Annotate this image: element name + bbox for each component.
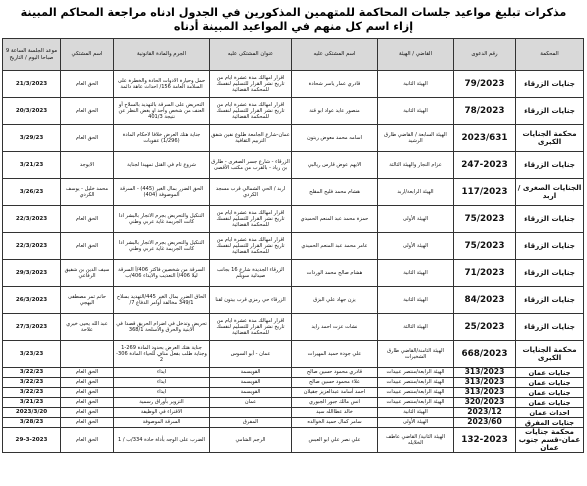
table-cell-judge: الهيئة الثالثة [378, 314, 454, 341]
table-cell-case-no: 2023/631 [454, 125, 516, 152]
table-cell-case-no: 78/2023 [454, 98, 516, 125]
table-row [3, 378, 584, 388]
table-row [3, 408, 584, 418]
table-cell-court: محكمة الجنايات الكبرى [516, 125, 584, 152]
table-row [3, 428, 584, 453]
table-row [3, 314, 584, 341]
table-cell-complainant: الحق العام [61, 428, 114, 453]
table-row [3, 260, 584, 287]
table-cell-defendant: قادري عمار ياسر شحادة [292, 71, 378, 98]
table-cell-address: القويسمة [210, 388, 292, 398]
table-cell-charge: السرقة الموصوفة [114, 418, 210, 428]
table-cell-defendant: احمد أسامة عبدالعزيز جقيلان [292, 388, 378, 398]
table-cell-date: 3/22/23 [3, 388, 61, 398]
table-cell-defendant: علي نصر علي ابو العبس [292, 428, 378, 453]
table-cell-date: 22/3/2023 [3, 233, 61, 260]
table-cell-complainant: محمد خليل - يوسف الكردي [61, 179, 114, 206]
table-cell-charge: الاقتراء في الوظيفة [114, 408, 210, 418]
table-cell-complainant: الحق العام [61, 398, 114, 408]
table-row [3, 341, 584, 368]
table-cell-charge: الحق الضرر بمال الغير (445) - السرقة الموصوفة (404) [114, 179, 210, 206]
table-body [3, 71, 584, 453]
table-row [3, 98, 584, 125]
table-cell-complainant [61, 341, 114, 368]
table-row [3, 398, 584, 408]
table-cell-date: 29-3-2023 [3, 428, 61, 453]
table-cell-complainant: الحق العام [61, 368, 114, 378]
table-cell-judge: الهيئة الأولى [378, 418, 454, 428]
table-cell-defendant: نشات عزت احمد زايد [292, 314, 378, 341]
table-cell-case-no: 79/2023 [454, 71, 516, 98]
table-cell-address: الرجم الشامي [210, 428, 292, 453]
table-cell-complainant: عبد الله يحيى خيري علاحة [61, 314, 114, 341]
table-cell-court: جنايات عمان [516, 398, 584, 408]
table-cell-court: محكمة جنايات عمان-قسم جنوب عمان [516, 428, 584, 453]
table-cell-charge: ايذاء [114, 388, 210, 398]
table-row [3, 179, 584, 206]
table-cell-charge: تحريض وتدخل في اضرام الحريق قصدا في الابنية والحرق والاسلحة 368/1 [114, 314, 210, 341]
table-row [3, 125, 584, 152]
table-cell-date: 3/23/23 [3, 341, 61, 368]
table-cell-date: 3/22/23 [3, 368, 61, 378]
table-cell-defendant: عامر محمد عبد المنعم الحميدي [292, 233, 378, 260]
table-cell-judge: الهيئة الثامنة/القاضي طارق الشخيرات [378, 341, 454, 368]
header-court: المحكمة [516, 39, 584, 71]
table-cell-charge: الضرب على الوجه بأداة حادة 334/ب / 1 [114, 428, 210, 453]
header-charge: الجرم والمادة القانونية [114, 39, 210, 71]
table-cell-charge: الحاق الضرر بمال الغير 445/التهديد بسلاح 349/1 مخالفة أوامر الدفاع 7/ [114, 287, 210, 314]
table-cell-complainant: الحق العام [61, 206, 114, 233]
table-cell-judge: الهيئة الثانية [378, 408, 454, 418]
table-cell-court: جنايات المفرق [516, 418, 584, 428]
table-cell-case-no: 117/2023 [454, 179, 516, 206]
table-cell-court: جنايات الزرقاء [516, 71, 584, 98]
table-cell-case-no: 313/2023 [454, 388, 516, 398]
table-cell-complainant: حاتم ثمر مصطفى البهجي [61, 287, 114, 314]
table-cell-court: محكمة الجنايات الكبرى [516, 341, 584, 368]
table-cell-judge: الهيئة الأولى [378, 206, 454, 233]
table-cell-charge: ايذاء [114, 378, 210, 388]
table-cell-judge: الهيئة الرابعة/منتصر عبيدات [378, 398, 454, 408]
table-cell-date: 3/29/23 [3, 125, 61, 152]
table-cell-address: اربد / الحي الشمالي قرب مسجد الكردي [210, 179, 292, 206]
table-cell-court: جنايات الزرقاء [516, 287, 584, 314]
header-address: عنوان المشتكى عليه [210, 39, 292, 71]
table-cell-date: 29/3/2023 [3, 260, 61, 287]
table-cell-defendant: سامر كمال حميد الخوالده [292, 418, 378, 428]
table-cell-date: 3/22/23 [3, 378, 61, 388]
table-cell-judge: الهيئة الرابعة/اربد [378, 179, 454, 206]
table-cell-case-no: 668/2023 [454, 341, 516, 368]
table-cell-judge: الهيئة الثانية [378, 260, 454, 287]
table-cell-date: 27/3/2023 [3, 314, 61, 341]
table-cell-case-no: 84/2023 [454, 287, 516, 314]
table-cell-address: الزرقاء الجديدة شارع 16 بجانب صيدلية سويلم [210, 260, 292, 287]
table-row [3, 418, 584, 428]
table-cell-address: القويسمة [210, 378, 292, 388]
table-cell-complainant: سيف الدين بن شفيق الرفاعي [61, 260, 114, 287]
table-row [3, 287, 584, 314]
table-cell-date: 26/3/2023 [3, 287, 61, 314]
table-cell-address: الزرقاء حي رمزي قرب بيتون لقنا [210, 287, 292, 314]
table-cell-defendant: خالد عطاالله سيد [292, 408, 378, 418]
table-cell-defendant: يزن جهاد علي البزق [292, 287, 378, 314]
table-cell-charge: التزوير بأوراق رسمية [114, 398, 210, 408]
table-cell-case-no: 71/2023 [454, 260, 516, 287]
table-cell-complainant: الحق العام [61, 408, 114, 418]
table-cell-judge: عزام النجار والهيئة الثالثة [378, 152, 454, 179]
table-cell-case-no: 2023/12 [454, 408, 516, 418]
table-cell-address: اقرار امهالك مدة عشرة ايام من تاريخ نشر القرار للتسليم لنفسك للمحكمة القضائية [210, 71, 292, 98]
table-cell-defendant: اسامه محمد معوض زيتون [292, 125, 378, 152]
table-cell-case-no: 2023/60 [454, 418, 516, 428]
page-title: مذكرات تبليغ مواعيد جلسات المحاكمة للمتهمين المذكورين في الجدول ادناه مراجعة المحاكم المبينة إزاء اسم كل منهم في المواعيد المبينة أدناه [20, 6, 567, 33]
table-cell-address: اقرار امهالك مدة عشرة ايام من تاريخ نشر القرار للتسليم لنفسك للمحكمة القضائية [210, 233, 292, 260]
table-cell-judge: الهيئة الأولى [378, 233, 454, 260]
table-cell-court: جنايات الزرقاء [516, 98, 584, 125]
table-cell-charge: السرقة من شخصين فاكثر 406/أ السرقة ليلا 406/أ التعذيب والايذاء 406/ب [114, 260, 210, 287]
table-cell-defendant: حمزة محمد عبد المنعم الحميدي [292, 206, 378, 233]
table-cell-defendant: هشام محمد فليح المقلح [292, 179, 378, 206]
header-defendant: اسم المشتكى عليه [292, 39, 378, 71]
header-complainant: اسم المشتكي [61, 39, 114, 71]
table-cell-defendant: علاء محمود حسين صالح [292, 378, 378, 388]
table-cell-defendant: منصور عايد عواد ابو قتة [292, 98, 378, 125]
table-cell-address: اقرار امهالك مدة عشرة ايام من تاريخ نشر القرار للتسليم لنفسك للمحكمة القضائية [210, 98, 292, 125]
table-cell-address: اقرار امهالك مدة عشرة ايام من تاريخ نشر القرار للتسليم لنفسك للمحكمة القضائية [210, 314, 292, 341]
table-cell-court: جنايات الزرقاء [516, 233, 584, 260]
table-cell-charge: شروع تام في القتل تمهيدا لجناية [114, 152, 210, 179]
table-cell-complainant: الحق العام [61, 98, 114, 125]
notice-page [0, 6, 587, 486]
table-cell-charge: جناية هتك العرض خلافا لاحكام المادة (1/296) عقوبات [114, 125, 210, 152]
table-cell-address: عمان-شارع الجامعة طلوع نفين شفق التربيم الثقافية [210, 125, 292, 152]
table-cell-judge: الهيئة السابعة / القاضي طارق الرشيد [378, 125, 454, 152]
table-cell-case-no: 75/2023 [454, 233, 516, 260]
table-cell-date: 21/3/2023 [3, 71, 61, 98]
table-cell-address: عمان - أبو السوس [210, 341, 292, 368]
table-cell-date: 2023/3/20 [3, 408, 61, 418]
table-cell-case-no: 313/2023 [454, 368, 516, 378]
table-cell-defendant: هشام صالح محمد الوردات [292, 260, 378, 287]
header-date: موعد الجلسة الساعة 9 صباحا اليوم / التاريخ [3, 39, 61, 71]
table-cell-complainant: الحق العام [61, 418, 114, 428]
hearings-table [2, 38, 584, 453]
table-cell-case-no: 25/2023 [454, 314, 516, 341]
table-row [3, 368, 584, 378]
table-cell-complainant: الحق العام [61, 388, 114, 398]
table-cell-charge: التنكيل والتحريض بجرم الاتجار بالبشر اذا كانت الجريمة غاية عربي وطني [114, 206, 210, 233]
table-cell-address: القويسمة [210, 368, 292, 378]
table-cell-address [210, 408, 292, 418]
table-cell-address: اقرار امهالك مدة عشرة ايام من تاريخ نشر القرار للتسليم لنفسك للمحكمة القضائية [210, 206, 292, 233]
table-cell-complainant: الايوجد [61, 152, 114, 179]
table-row [3, 206, 584, 233]
table-cell-judge: الهيئة الرابعة/منتصر عبيدات [378, 388, 454, 398]
table-cell-charge: التنكيل والتحريض بجرم الاتجار بالبشر اذا كانت الجريمة غاية عربي وطني [114, 233, 210, 260]
table-cell-judge: الهيئة الثانية [378, 71, 454, 98]
table-cell-charge: جناية هتك العرض بحدود المادة 269-1 وجناية طلب بفعل منافٍ للحياء المادة 306-2 [114, 341, 210, 368]
table-cell-date: 3/21/23 [3, 152, 61, 179]
table-cell-date: 22/3/2023 [3, 206, 61, 233]
table-cell-judge: الهيئة الرابعة/منتصر عبيدات [378, 368, 454, 378]
table-cell-defendant: انس مالك جبور الجبوري [292, 398, 378, 408]
table-row [3, 152, 584, 179]
header-case-no: رقم الدعوى [454, 39, 516, 71]
table-cell-judge: الهيئة الثانية [378, 287, 454, 314]
table-cell-case-no: 132-2023 [454, 428, 516, 453]
table-cell-court: الجنايات الصغرى / اربد [516, 179, 584, 206]
table-cell-court: جنايات الزرقاء [516, 260, 584, 287]
table-cell-address: الزرقاء - شارع جسر الصغرى - طارق بن زياد - بالقرب من مكتب الأقصى [210, 152, 292, 179]
table-cell-judge: الهيئة الثانية [378, 98, 454, 125]
table-cell-defendant: علي جودة حميد المهيرات [292, 341, 378, 368]
table-cell-date: 20/3/2023 [3, 98, 61, 125]
table-row [3, 233, 584, 260]
table-cell-judge: الهيئة الرابعة/منتصر عبيدات [378, 378, 454, 388]
header-judge: القاضي / الهيئة [378, 39, 454, 71]
table-cell-charge: التحريض على السرقة بالتهديد بالسلاح أو العنف من شخص واحد او بغض النظر عن نتيجة 401/3 [114, 98, 210, 125]
table-cell-court: جنايات الزرقاء [516, 152, 584, 179]
table-row [3, 71, 584, 98]
table-cell-case-no: 320/2023 [454, 398, 516, 408]
table-cell-address: المفرق [210, 418, 292, 428]
table-cell-court: احداث عمان [516, 408, 584, 418]
table-cell-date: 3/21/23 [3, 398, 61, 408]
table-cell-judge: الهيئة الثانية/ القاضي عاطف الخلايله [378, 428, 454, 453]
table-cell-defendant: قادري محمود حسين صالح [292, 368, 378, 378]
table-cell-complainant: الحق العام [61, 233, 114, 260]
table-cell-defendant: الايهم عوض قارس ريالبي [292, 152, 378, 179]
table-cell-court: جنايات عمان [516, 378, 584, 388]
table-cell-complainant: الحق العام [61, 125, 114, 152]
table-cell-case-no: 247-2023 [454, 152, 516, 179]
table-cell-court: جنايات عمان [516, 368, 584, 378]
table-cell-court: جنايات الزرقاء [516, 314, 584, 341]
table-cell-charge: ايذاء [114, 368, 210, 378]
table-cell-complainant: الحق العام [61, 71, 114, 98]
table-cell-charge: حمل وحيازة الادوات الحادة والخطرة على السلامة العامة 156/ احداث عاهة دائمة [114, 71, 210, 98]
table-cell-case-no: 75/2023 [454, 206, 516, 233]
table-cell-date: 3/26/23 [3, 179, 61, 206]
table-row [3, 388, 584, 398]
table-header-row [3, 39, 584, 71]
table-cell-complainant: الحق العام [61, 378, 114, 388]
table-cell-address: عمان [210, 398, 292, 408]
table-cell-date: 3/28/23 [3, 418, 61, 428]
table-cell-case-no: 313/2023 [454, 378, 516, 388]
table-cell-court: جنايات عمان [516, 388, 584, 398]
table-cell-court: جنايات الزرقاء [516, 206, 584, 233]
